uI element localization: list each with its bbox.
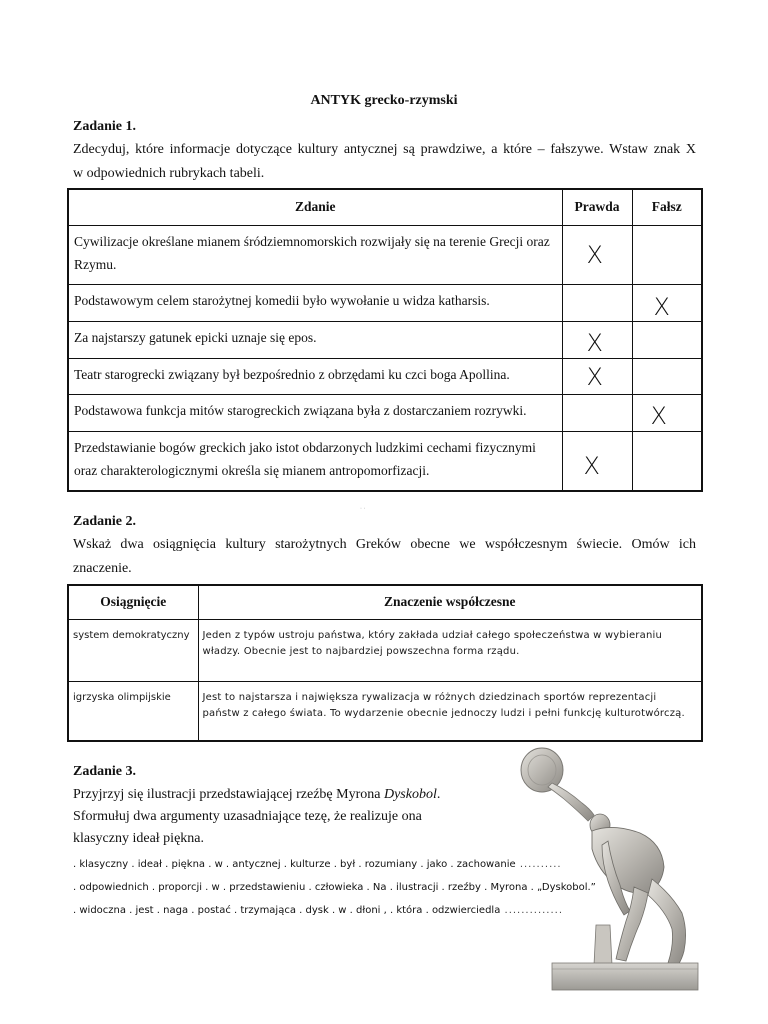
page-title: ANTYK grecko-rzymski	[310, 93, 458, 108]
table-row	[68, 225, 702, 284]
x-mark: X	[583, 451, 600, 480]
false-cell[interactable]	[632, 225, 702, 284]
x-mark: X	[586, 240, 603, 269]
true-cell[interactable]	[562, 225, 632, 284]
table-row	[68, 431, 702, 491]
task3-intro-end: .	[436, 787, 441, 802]
task1-instruction-line1: Zdecyduj, które informacje dotyczące kultury antycznej są prawdziwe, a które – fałszywe. Wstaw znak X	[73, 142, 696, 157]
table-row	[68, 284, 702, 321]
x-mark: X	[653, 292, 670, 321]
task1-instruction	[73, 138, 696, 186]
task1-heading: Zadanie 1.	[73, 119, 137, 134]
false-cell[interactable]	[632, 284, 702, 321]
task2-table	[67, 584, 703, 742]
achievement-cell[interactable]: system demokratyczny	[68, 619, 198, 681]
achievement-cell[interactable]: igrzyska olimpijskie	[68, 681, 198, 741]
true-cell[interactable]	[562, 358, 632, 394]
answer-text: . widoczna . jest . naga . postać . trzymająca . dysk . w . dłoni , . która . odzwierciedla	[73, 905, 501, 916]
dotted-fill: ..............	[500, 905, 564, 916]
task2-heading: Zadanie 2.	[73, 514, 137, 529]
task1-table	[67, 188, 703, 492]
answer-text: . klasyczny . ideał . piękna . w . antycznej . kulturze . był . rozumiany . jako . zachowanie	[73, 859, 516, 870]
statement-cell: Cywilizacje określane mianem śródziemnomorskich rozwijały się na terenie Grecji oraz Rzymu.	[68, 225, 562, 284]
meaning-cell[interactable]: Jest to najstarsza i największa rywalizacja w różnych dziedzinach sportów reprezentacji państw z całego świata. To wydarzenie obecnie jednoczy ludzi i pełni funkcję kulturotwórczą.	[198, 681, 702, 741]
task3-intro	[73, 784, 440, 850]
col-header-false: Fałsz	[632, 189, 702, 225]
task2-instruction	[73, 533, 696, 581]
true-cell[interactable]	[562, 394, 632, 431]
answer-line[interactable]	[73, 905, 564, 916]
table-row	[68, 394, 702, 431]
dotted-fill: ..........	[515, 859, 562, 870]
table-row	[68, 619, 702, 681]
true-cell[interactable]	[562, 284, 632, 321]
col-header-achievement: Osiągnięcie	[68, 585, 198, 619]
answer-text: . odpowiednich . proporcji . w . przedstawieniu . człowieka . Na . ilustracji . rzeźby . Myrona . „Dyskobol.”	[73, 882, 596, 893]
statement-cell: Za najstarszy gatunek epicki uznaje się epos.	[68, 321, 562, 358]
table-row	[68, 321, 702, 358]
task3-line2: Sformułuj dwa argumenty uzasadniające tezę, że realizuje ona	[73, 809, 422, 824]
discobolus-statue-image	[512, 745, 698, 990]
x-mark: X	[586, 362, 603, 391]
task2-instruction-line2: znaczenie.	[73, 561, 132, 576]
col-header-meaning: Znaczenie współczesne	[198, 585, 702, 619]
col-header-statement: Zdanie	[68, 189, 562, 225]
task1-instruction-line2: w odpowiednich rubrykach tabeli.	[73, 166, 265, 181]
false-cell[interactable]	[632, 394, 702, 431]
true-cell[interactable]	[562, 431, 632, 491]
table-row	[68, 358, 702, 394]
statement-cell: Przedstawianie bogów greckich jako istot obdarzonych ludzkimi cechami fizycznymi oraz charakterologicznymi określa się mianem antropomorfizacji.	[68, 431, 562, 491]
false-cell[interactable]	[632, 321, 702, 358]
true-cell[interactable]	[562, 321, 632, 358]
scan-speck: · ·	[360, 506, 366, 512]
x-mark: X	[650, 401, 667, 430]
task3-heading: Zadanie 3.	[73, 764, 137, 779]
task2-instruction-line1: Wskaż dwa osiągnięcia kultury starożytnych Greków obecne we współczesnym świecie. Omów ich	[73, 537, 696, 552]
col-header-true: Prawda	[562, 189, 632, 225]
false-cell[interactable]	[632, 431, 702, 491]
false-cell[interactable]	[632, 358, 702, 394]
table-row	[68, 681, 702, 741]
task3-intro-text: Przyjrzyj się ilustracji przedstawiającej rzeźbę Myrona	[73, 787, 384, 802]
answer-line[interactable]	[73, 859, 562, 870]
statement-cell: Podstawowym celem starożytnej komedii było wywołanie u widza katharsis.	[68, 284, 562, 321]
task3-line3: klasyczny ideał piękna.	[73, 831, 205, 846]
meaning-cell[interactable]: Jeden z typów ustroju państwa, który zakłada udział całego społeczeństwa w wybieraniu władzy. Obecnie jest to najbardziej powszechna forma rządu.	[198, 619, 702, 681]
statement-cell: Podstawowa funkcja mitów starogreckich związana była z dostarczaniem rozrywki.	[68, 394, 562, 431]
statement-cell: Teatr starogrecki związany był bezpośrednio z obrzędami ku czci boga Apollina.	[68, 358, 562, 394]
x-mark: X	[586, 328, 603, 357]
task3-intro-title: Dyskobol	[383, 787, 437, 802]
answer-line[interactable]	[73, 882, 596, 893]
